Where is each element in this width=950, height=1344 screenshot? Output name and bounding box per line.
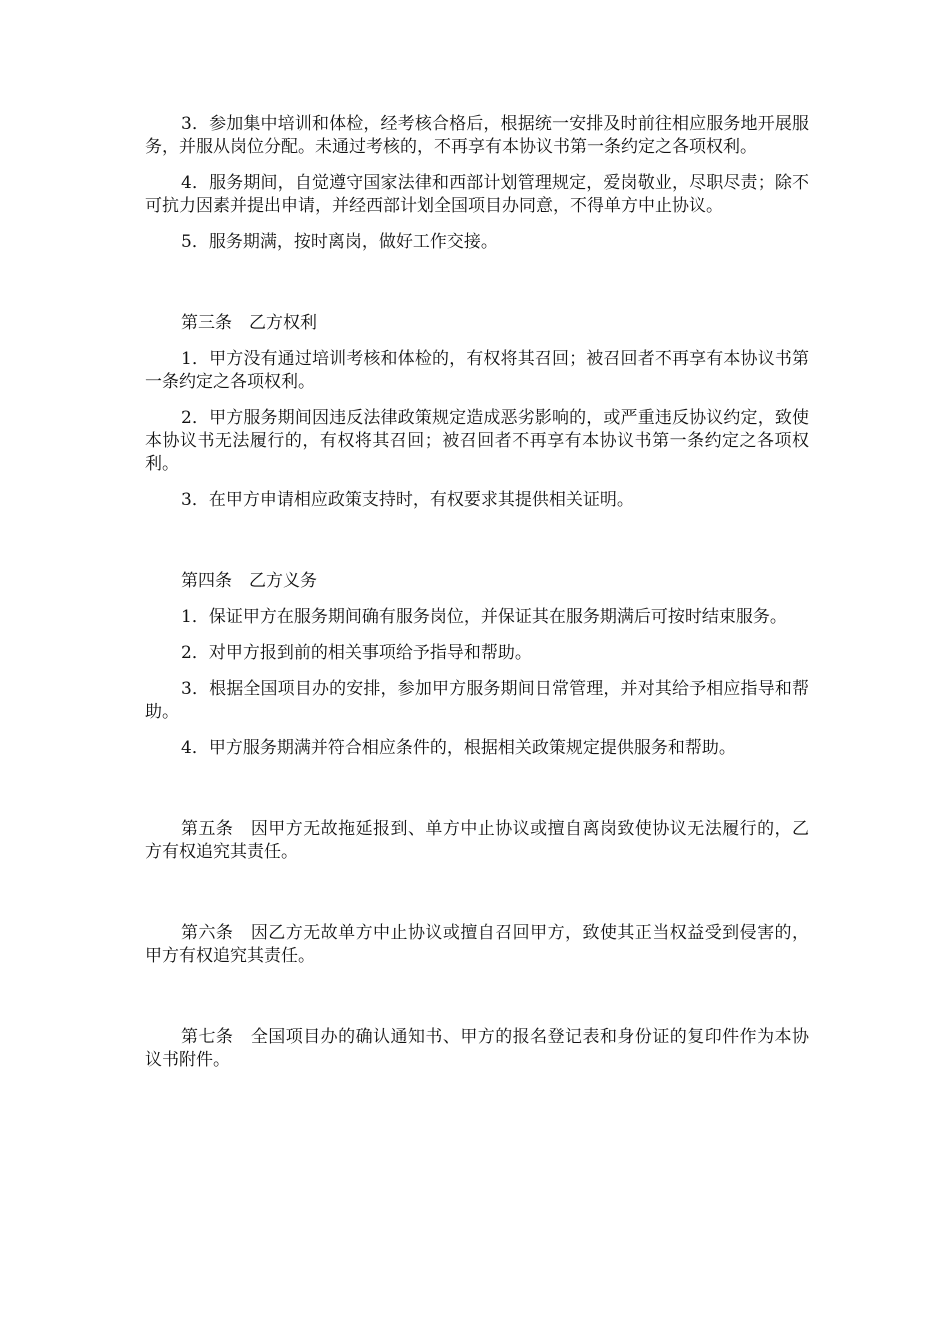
article-four-item-1: 1．保证甲方在服务期间确有服务岗位，并保证其在服务期满后可按时结束服务。: [181, 607, 787, 627]
article-four-item-4: 4．甲方服务期满并符合相应条件的，根据相关政策规定提供服务和帮助。: [181, 738, 736, 758]
article-three-item-2: 2．甲方服务期间因违反法律政策规定造成恶劣影响的，或严重违反协议约定，致使本协议书无法履行的，有权将其召回；被召回者不再享有本协议书第一条约定之各项权利。: [145, 408, 809, 474]
article-three-heading: 第三条 乙方权利: [181, 313, 317, 333]
article-four-item-3: 3．根据全国项目办的安排，参加甲方服务期间日常管理，并对其给予相应指导和帮助。: [145, 679, 809, 722]
article-three-item-1: 1．甲方没有通过培训考核和体检的，有权将其召回；被召回者不再享有本协议书第一条约定之各项权利。: [145, 349, 809, 392]
duty-item-3: 3．参加集中培训和体检，经考核合格后，根据统一安排及时前往相应服务地开展服务，并服从岗位分配。未通过考核的，不再享有本协议书第一条约定之各项权利。: [145, 114, 809, 157]
article-six: 第六条 因乙方无故单方中止协议或擅自召回甲方，致使其正当权益受到侵害的，甲方有权追究其责任。: [145, 923, 809, 966]
spacer: [145, 773, 809, 818]
article-seven: 第七条 全国项目办的确认通知书、甲方的报名登记表和身份证的复印件作为本协议书附件。: [145, 1027, 809, 1070]
spacer: [145, 981, 809, 1026]
duty-item-5: 5．服务期满，按时离岗，做好工作交接。: [181, 232, 498, 252]
article-five: 第五条 因甲方无故拖延报到、单方中止协议或擅自离岗致使协议无法履行的，乙方有权追究其责任。: [145, 819, 809, 862]
article-four-item-2: 2．对甲方报到前的相关事项给予指导和帮助。: [181, 643, 532, 663]
spacer: [145, 525, 809, 570]
article-three-item-3: 3．在甲方申请相应政策支持时，有权要求其提供相关证明。: [181, 490, 634, 510]
duty-item-4: 4．服务期间，自觉遵守国家法律和西部计划管理规定，爱岗敬业，尽职尽责；除不可抗力因素并提出申请，并经西部计划全国项目办同意，不得单方中止协议。: [145, 173, 809, 216]
article-four-heading: 第四条 乙方义务: [181, 571, 317, 591]
spacer: [145, 267, 809, 312]
document-body: [145, 113, 809, 1085]
spacer: [145, 877, 809, 922]
